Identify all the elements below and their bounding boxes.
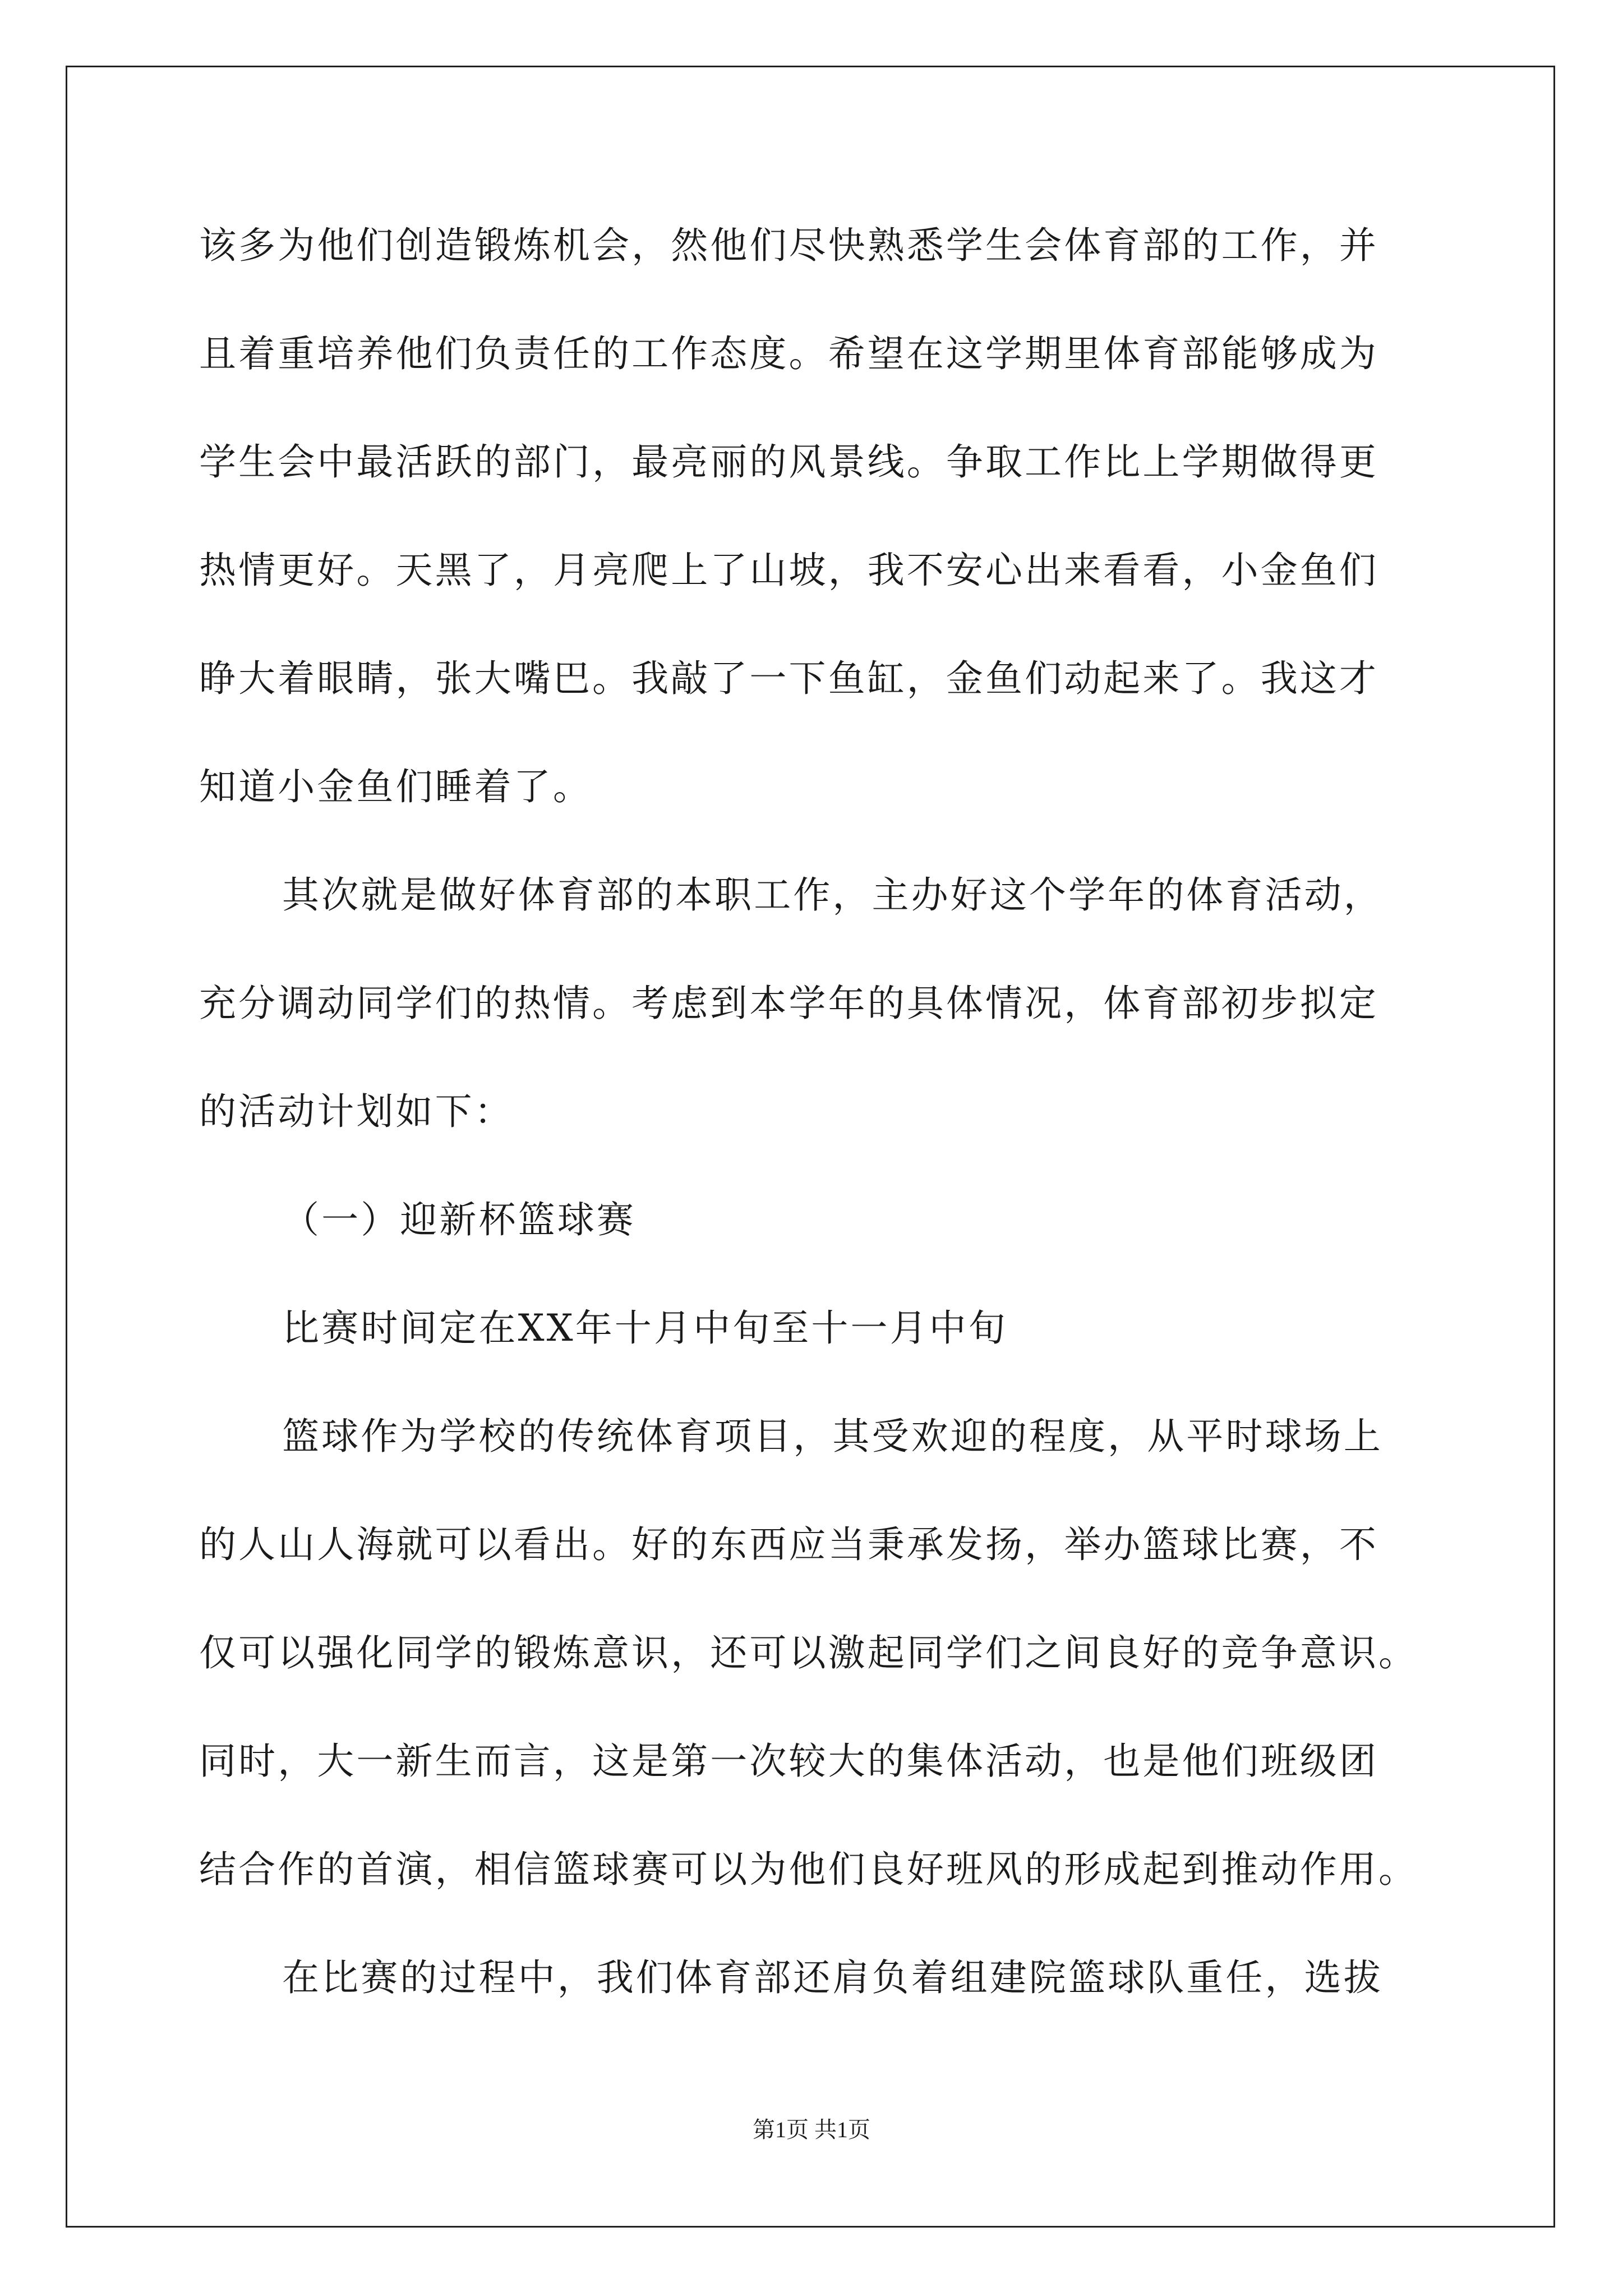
text-line: 知道小金鱼们睡着了。 — [199, 765, 592, 808]
text-line: 篮球作为学校的传统体育项目，其受欢迎的程度，从平时球场上 — [282, 1415, 1383, 1458]
text-line: 同时，大一新生而言，这是第一次较大的集体活动，也是他们班级团 — [199, 1740, 1378, 1783]
text-line: 仅可以强化同学的锻炼意识，还可以激起同学们之间良好的竞争意识。 — [199, 1631, 1418, 1674]
section-heading: （一）迎新杯篮球赛 — [282, 1198, 636, 1241]
text-line: 且着重培养他们负责任的工作态度。希望在这学期里体育部能够成为 — [199, 332, 1378, 375]
text-line: 的活动计划如下： — [199, 1090, 514, 1133]
text-line: 结合作的首演，相信篮球赛可以为他们良好班风的形成起到推动作用。 — [199, 1848, 1418, 1891]
text-line: 的人山人海就可以看出。好的东西应当秉承发扬，举办篮球比赛，不 — [199, 1523, 1378, 1566]
text-line: 充分调动同学们的热情。考虑到本学年的具体情况，体育部初步拟定 — [199, 982, 1378, 1025]
text-line: 热情更好。天黑了，月亮爬上了山坡，我不安心出来看看，小金鱼们 — [199, 549, 1378, 592]
text-line: 其次就是做好体育部的本职工作，主办好这个学年的体育活动， — [282, 873, 1383, 917]
text-line: 睁大着眼睛，张大嘴巴。我敲了一下鱼缸，金鱼们动起来了。我这才 — [199, 657, 1378, 700]
text-line: 在比赛的过程中，我们体育部还肩负着组建院篮球队重任，选拔 — [282, 1956, 1383, 1999]
text-line: 该多为他们创造锻炼机会，然他们尽快熟悉学生会体育部的工作，并 — [199, 224, 1378, 267]
page-border — [66, 66, 1555, 2228]
page-footer: 第1页 共1页 — [753, 2117, 870, 2142]
text-line: 比赛时间定在XX年十月中旬至十一月中旬 — [282, 1306, 1008, 1350]
text-line: 学生会中最活跃的部门，最亮丽的风景线。争取工作比上学期做得更 — [199, 440, 1378, 484]
